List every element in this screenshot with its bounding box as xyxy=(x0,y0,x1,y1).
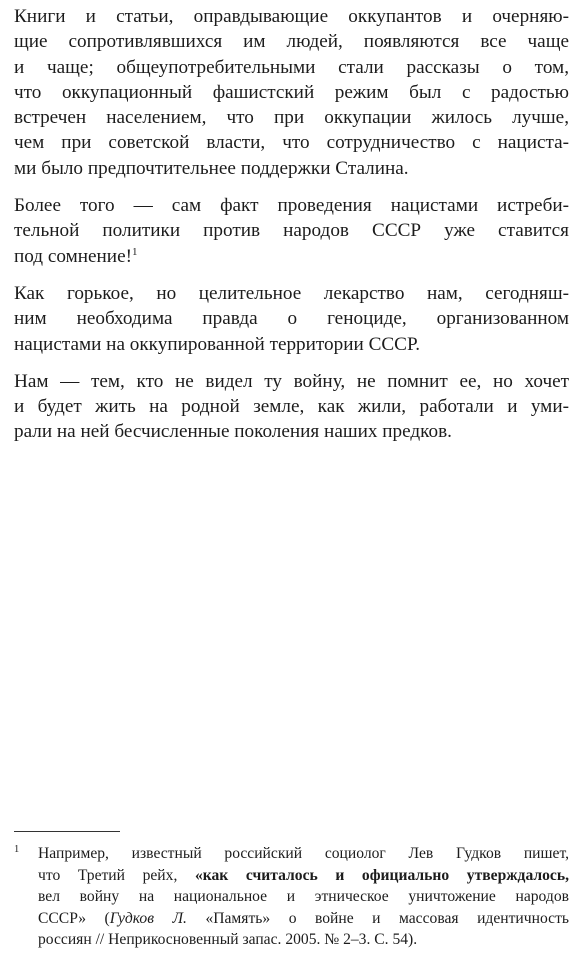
text-line: Книги и статьи, оправдывающие оккупантов и очерняю- xyxy=(14,6,569,27)
text-line: Как горькое, но целительное лекарство нам, сегодняш- xyxy=(14,282,569,304)
text-line: и чаще; общеупотребительными стали рассказы о том, xyxy=(14,56,569,78)
footnote-author-italic: Гудков Л. xyxy=(109,909,187,927)
text-line: Более того — сам факт проведения нацистами истреби- xyxy=(14,195,569,217)
text-line: тельной политики против народов СССР уже ставится xyxy=(14,220,569,242)
footnote-line: Например, известный российский социолог Лев Гудков пишет, xyxy=(38,845,569,862)
text-line: ним необходима правда о геноциде, организованном xyxy=(14,308,569,330)
footnote-separator xyxy=(14,831,120,832)
footnote-marker: 1 xyxy=(14,844,20,855)
footnote xyxy=(14,843,569,951)
text-line: чем при советской власти, что сотрудничество с нациста- xyxy=(14,132,569,154)
footnote-line xyxy=(38,865,569,887)
footnote-text-plain: «Память» о войне и массовая идентичность xyxy=(186,909,569,927)
text-line: Нам — тем, кто не видел ту войну, не помнит ее, но хочет xyxy=(14,370,569,392)
footnote-line xyxy=(38,908,569,930)
paragraph-4 xyxy=(14,369,569,445)
text-line: встречен населением, что при оккупации жилось лучше, xyxy=(14,107,569,129)
text-line: что оккупационный фашистский режим был с радостью xyxy=(14,81,569,103)
footnote-text-plain: СССР» ( xyxy=(38,909,110,927)
text-line-with-footnote-ref xyxy=(14,244,569,269)
footnote-line: россиян // Неприкосновенный запас. 2005. № 2–3. С. 54). xyxy=(38,931,418,949)
text-line: ми было предпочтительнее поддержки Сталина. xyxy=(14,157,409,179)
text-line: рали на ней бесчисленные поколения наших предков. xyxy=(14,421,452,443)
footnote-line: вел войну на национальное и этническое уничтожение народов xyxy=(38,888,569,906)
paragraph-3 xyxy=(14,281,569,357)
footnote-reference[interactable]: 1 xyxy=(131,245,138,258)
main-text xyxy=(14,4,569,457)
footnote-quote-bold: «как считалось и официально утверждалось, xyxy=(194,866,569,884)
paragraph-2 xyxy=(14,193,569,269)
text-line: щие сопротивлявшихся им людей, появляются все чаще xyxy=(14,31,569,53)
text-line: под сомнение! xyxy=(14,245,132,267)
paragraph-1 xyxy=(14,4,569,181)
text-line: и будет жить на родной земле, как жили, работали и уми- xyxy=(14,396,569,418)
footnote-text-plain: что Третий рейх, xyxy=(38,866,195,884)
footnote-text xyxy=(38,843,569,951)
text-line: нацистами на оккупированной территории СССР. xyxy=(14,333,421,355)
